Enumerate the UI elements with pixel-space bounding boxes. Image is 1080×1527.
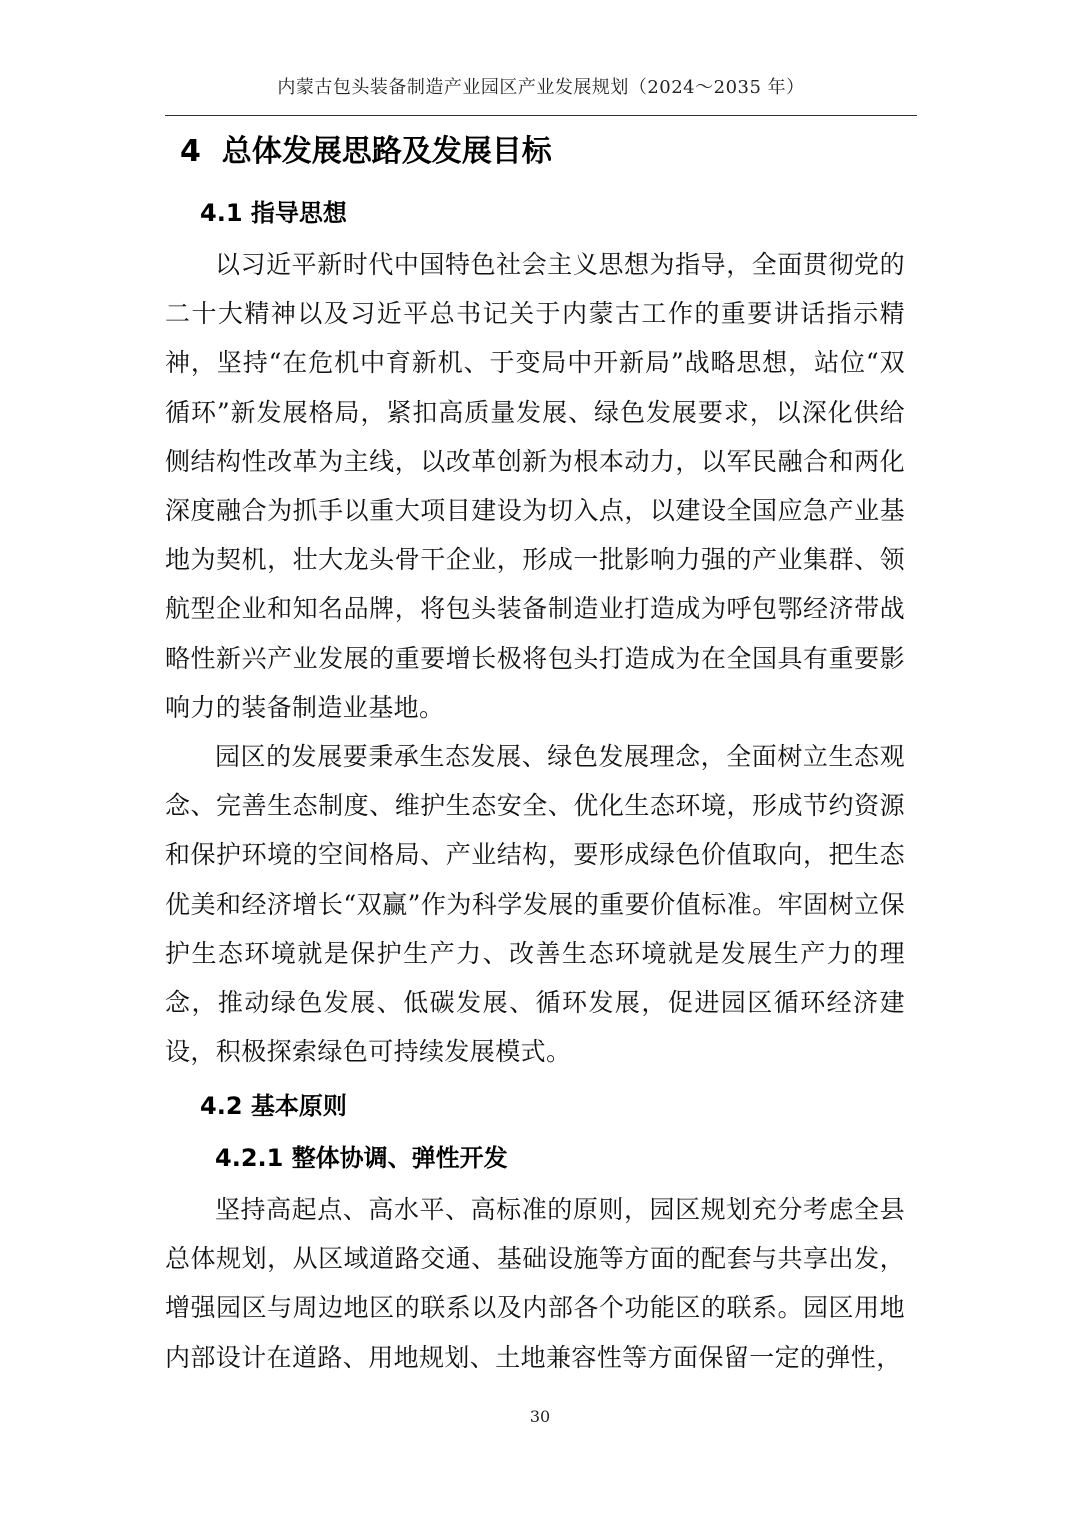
page-number: 30 (529, 1407, 551, 1426)
chapter-heading: 4 总体发展思路及发展目标 (180, 134, 552, 169)
running-header: 内蒙古包头装备制造产业园区产业发展规划（2024～2035 年） (277, 77, 805, 98)
section-heading-4-2: 4.2 基本原则 (200, 1092, 347, 1120)
subsection-heading-4-2-1: 4.2.1 整体协调、弹性开发 (215, 1144, 508, 1172)
paragraph-ecological-development: 园区的发展要秉承生态发展、绿色发展理念，全面树立生态观念、完善生态制度、维护生态安全、优化生态环境，形成节约资源和保护环境的空间格局、产业结构，要形成绿色价值取向，把生态优美和经济增长“双赢”作为科学发展的重要价值标准。牢固树立保护生态环境就是保护生产力、改善生态环境就是发展生产力的理念，推动绿色发展、低碳发展、循环发展，促进园区循环经济建设，积极探索绿色可持续发展模式。 (165, 742, 905, 1067)
section-heading-4-1: 4.1 指导思想 (200, 199, 347, 227)
paragraph-overall-coordination: 坚持高起点、高水平、高标准的原则，园区规划充分考虑全县总体规划，从区域道路交通、基础设施等方面的配套与共享出发，增强园区与周边地区的联系以及内部各个功能区的联系。园区用地内部设计在道路、用地规划、土地兼容性等方面保留一定的弹性， (165, 1195, 905, 1372)
paragraph-guiding-thought: 以习近平新时代中国特色社会主义思想为指导，全面贯彻党的二十大精神以及习近平总书记关于内蒙古工作的重要讲话指示精神，坚持“在危机中育新机、于变局中开新局”战略思想，站位“双循环”新发展格局，紧扣高质量发展、绿色发展要求，以深化供给侧结构性改革为主线，以改革创新为根本动力，以军民融合和两化深度融合为抓手以重大项目建设为切入点，以建设全国应急产业基地为契机，壮大龙头骨干企业，形成一批影响力强的产业集群、领航型企业和知名品牌，将包头装备制造业打造成为呼包鄂经济带战略性新兴产业发展的重要增长极将包头打造成为在全国具有重要影响力的装备制造业基地。 (165, 250, 905, 722)
header-divider (165, 115, 917, 116)
